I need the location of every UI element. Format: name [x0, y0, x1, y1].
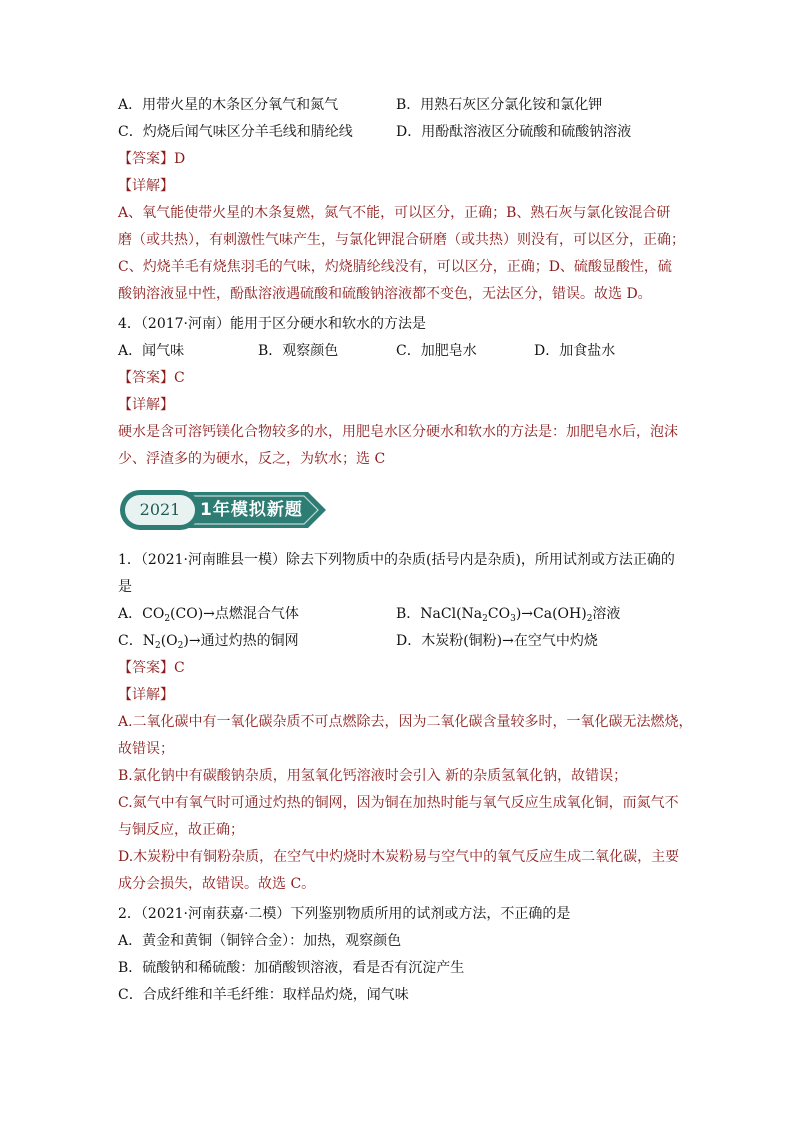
banner-year: 2021 — [139, 500, 181, 519]
m1-option-a — [118, 604, 299, 624]
m1-detail-line-3: B.氯化钠中有碳酸钠杂质，用氢氧化钙溶液时会引入 新的杂质氢氧化钠，故错误； — [118, 768, 628, 784]
q3-detail-label: 【详解】 — [118, 178, 174, 194]
q3-detail-line-1: A、氧气能使带火星的木条复燃，氮气不能，可以区分，正确；B、熟石灰与氯化铵混合研 — [118, 205, 671, 221]
m1-option-b-end: 溶液 — [592, 606, 621, 622]
q3-answer: 【答案】D — [118, 151, 186, 167]
m1-option-c-sub-1: 2 — [154, 641, 161, 651]
m1-option-c-sub-2: 2 — [177, 641, 184, 651]
m1-option-c-end: )→通过灼热的铜网 — [183, 633, 299, 649]
m1-detail-line-4: C.氮气中有氧气时可通过灼热的铜网，因为铜在加热时能与氧气反应生成氧化铜，而氮气不 — [118, 795, 679, 811]
q3-option-d: D．用酚酞溶液区分硫酸和硫酸钠溶液 — [396, 124, 632, 140]
m1-detail-line-2: 故错误； — [118, 741, 174, 757]
m1-stem-line-2: 是 — [118, 579, 132, 595]
m1-option-b-sub-3: 2 — [586, 614, 593, 624]
q3-option-a: A．用带火星的木条区分氧气和氮气 — [118, 97, 339, 113]
q4-option-b: B．观察颜色 — [258, 343, 339, 359]
m1-detail-line-1: A.二氧化碳中有一氧化碳杂质不可点燃除去，因为二氧化碳含量较多时，一氧化碳无法燃烧， — [118, 714, 693, 730]
q4-detail-line-2: 少、浮渣多的为硬水，反之，为软水；选 C — [118, 451, 386, 467]
q3-detail-line-4: 酸钠溶液显中性，酚酞溶液遇硫酸和硫酸钠溶液都不变色，无法区分，错误。故选 D。 — [118, 286, 652, 302]
m2-option-c: C．合成纤维和羊毛纤维：取样品灼烧，闻气味 — [118, 987, 409, 1003]
m1-detail-line-5: 与铜反应，故正确； — [118, 822, 244, 838]
m1-stem-line-1: 1．（2021·河南睢县一模）除去下列物质中的杂质(括号内是杂质)，所用试剂或方法正确的 — [118, 552, 675, 568]
m1-answer: 【答案】C — [118, 660, 185, 676]
m1-option-b-sub-2: 3 — [510, 614, 516, 624]
m1-option-c-mid: (O — [160, 633, 178, 649]
m2-option-a: A．黄金和黄铜（铜锌合金）：加热，观察颜色 — [118, 933, 402, 949]
m1-option-a-prefix: A．CO — [118, 606, 165, 622]
q3-detail-line-2: 磨（或共热），有刺激性气味产生，与氯化钾混合研磨（或共热）则没有，可以区分，正确； — [118, 232, 685, 248]
q3-option-c: C．灼烧后闻气味区分羊毛线和腈纶线 — [118, 124, 353, 140]
banner-title: 1年模拟新题 — [200, 500, 303, 520]
m1-detail-line-7: 成分会损失，故错误。故选 C。 — [118, 876, 316, 892]
m1-option-c-prefix: C．N — [118, 633, 155, 649]
m2-stem: 2．（2021·河南获嘉·二模）下列鉴别物质所用的试剂或方法，不正确的是 — [118, 906, 571, 922]
q4-stem: 4．（2017·河南）能用于区分硬水和软水的方法是 — [118, 316, 426, 332]
m1-option-b-mid-1: CO — [487, 606, 511, 622]
m1-option-a-rest: (CO)→点燃混合气体 — [170, 606, 299, 622]
q4-answer: 【答案】C — [118, 370, 185, 386]
q3-option-b: B．用熟石灰区分氯化铵和氯化钾 — [396, 97, 603, 113]
m1-detail-line-6: D.木炭粉中有铜粉杂质，在空气中灼烧时木炭粉易与空气中的氧气反应生成二氧化碳，主要 — [118, 849, 680, 865]
m1-detail-label: 【详解】 — [118, 687, 174, 703]
m1-option-a-sub: 2 — [164, 614, 171, 624]
q4-detail-line-1: 硬水是含可溶钙镁化合物较多的水，用肥皂水区分硬水和软水的方法是：加肥皂水后，泡沫 — [118, 424, 678, 440]
q4-detail-label: 【详解】 — [118, 397, 174, 413]
m1-option-b-prefix: B．NaCl(Na — [396, 606, 483, 622]
q4-option-c: C．加肥皂水 — [396, 343, 477, 359]
m1-option-b — [396, 604, 620, 624]
q4-option-a: A．闻气味 — [118, 343, 185, 359]
m1-option-c — [118, 631, 299, 651]
section-banner — [118, 486, 328, 534]
m1-option-d: D．木炭粉(铜粉)→在空气中灼烧 — [396, 633, 598, 649]
m1-option-b-mid-2: )→Ca(OH) — [515, 606, 587, 622]
m1-option-b-sub-1: 2 — [482, 614, 488, 624]
m2-option-b: B．硫酸钠和稀硫酸：加硝酸钡溶液，看是否有沉淀产生 — [118, 960, 465, 976]
q4-option-d: D．加食盐水 — [534, 343, 616, 359]
q3-detail-line-3: C、灼烧羊毛有烧焦羽毛的气味，灼烧腈纶线没有，可以区分，正确；D、硫酸显酸性，硫 — [118, 259, 672, 275]
